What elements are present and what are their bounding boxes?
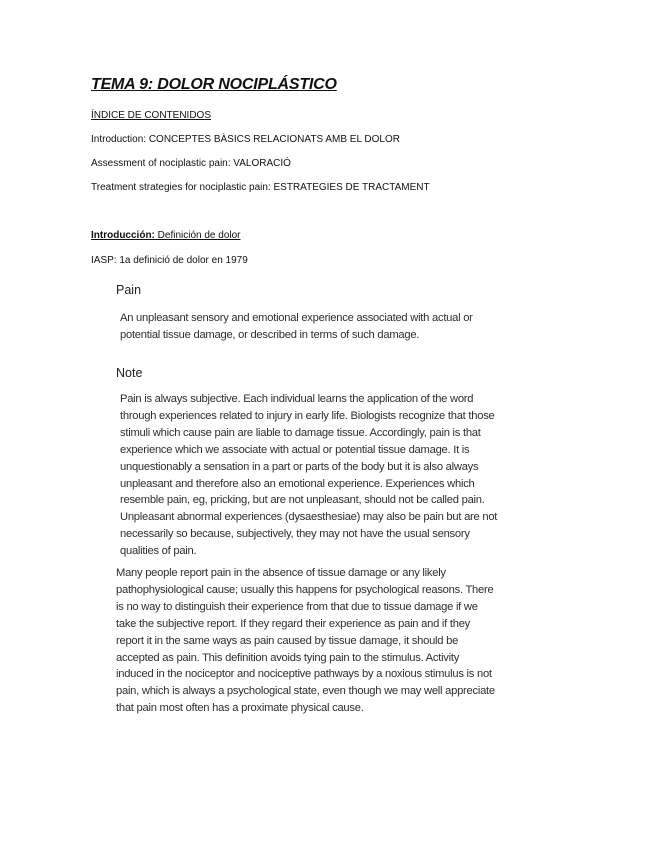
- section-heading-bold: Introducción:: [91, 230, 155, 241]
- note-heading: Note: [116, 366, 143, 380]
- index-heading: ÍNDICE DE CONTENIDOS: [91, 110, 212, 121]
- index-item-introduction: Introduction: CONCEPTES BÀSICS RELACIONATS AMB EL DOLOR: [91, 134, 400, 145]
- note-paragraph-1: Pain is always subjective. Each individual learns the application of the word through experiences related to injury in early life. Biologists recognize that those stimuli which cause pain are liable to damage tissue. Accordingly, pain is that experience which we associate with actual or potential tissue damage. It is unquestionably a sensation in a part or parts of the body but it is also always unpleasant and therefore also an emotional experience. Experiences which resemble pain, eg, pricking, but are not unpleasant, should not be called pain. Unpleasant abnormal experiences (dysaesthesiae) may also be pain but are not necessarily so because, subjectively, they may not have the usual sensory qualities of pain.: [120, 393, 498, 558]
- page-title: TEMA 9: DOLOR NOCIPLÁSTICO: [91, 76, 337, 93]
- pain-heading: Pain: [116, 283, 142, 297]
- note-paragraph-2: Many people report pain in the absence of tissue damage or any likely pathophysiological cause; usually this happens for psychological reasons. There is no way to distinguish their experience from that due to tissue damage if we take the subjective report. If they regard their experience as pain and if they report it in the same ways as pain caused by tissue damage, it should be accepted as pain. This definition avoids tying pain to the stimulus. Activity induced in the nociceptor and nociceptive pathways by a noxious stimulus is not pain, which is always a psychological state, even though we may well appreciate that pain most often has a proximate physical cause.: [116, 567, 495, 715]
- iasp-line: IASP: 1a definició de dolor en 1979: [91, 255, 248, 266]
- pain-definition: An unpleasant sensory and emotional experience associated with actual or potential tissue damage, or described in terms of such damage.: [120, 312, 473, 341]
- section-heading: [91, 230, 241, 241]
- section-heading-rest: Definición de dolor: [154, 230, 241, 241]
- index-item-assessment: Assessment of nociplastic pain: VALORACIÓ: [91, 158, 291, 169]
- index-item-treatment: Treatment strategies for nociplastic pain: ESTRATEGIES DE TRACTAMENT: [91, 182, 430, 193]
